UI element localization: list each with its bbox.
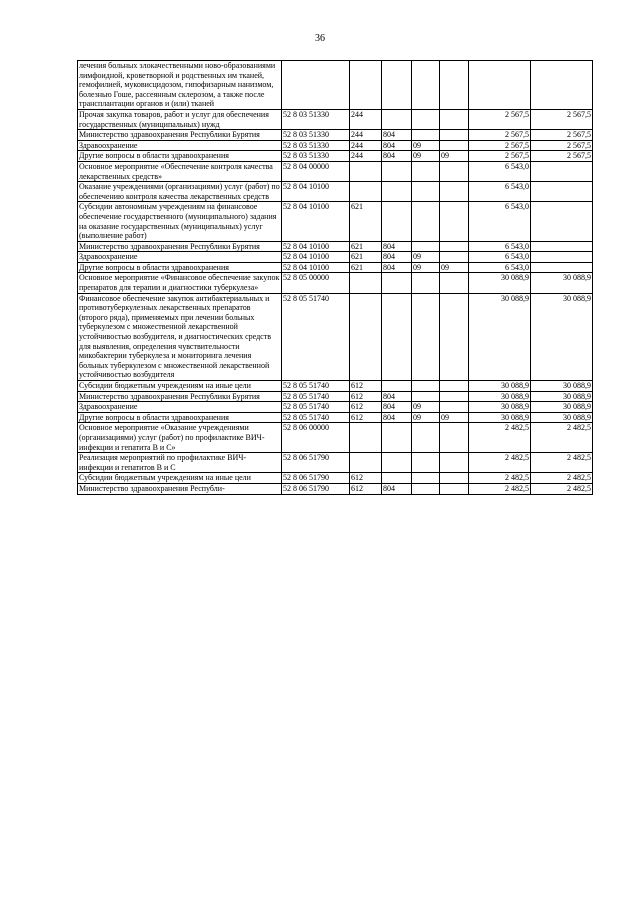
subsection-cell [440,252,469,263]
target-article-cell: 52 8 06 51790 [282,453,350,473]
target-article-cell: 52 8 03 51330 [282,151,350,162]
admin-code-cell: 804 [382,130,412,141]
subsection-cell [440,391,469,402]
row-name-cell: Министерство здравоохранения Республи- [78,483,282,494]
subsection-cell [440,182,469,202]
target-article-cell: 52 8 03 51330 [282,130,350,141]
table-row [78,182,593,202]
table-row [78,140,593,151]
expense-type-cell [350,273,382,293]
section-cell [412,273,440,293]
expense-type-cell: 612 [350,473,382,484]
subsection-cell [440,402,469,413]
amount-year1-cell: 2 567,5 [469,151,531,162]
table-row [78,61,593,110]
row-name-cell: Другие вопросы в области здравоохранения [78,262,282,273]
amount-year1-cell: 30 088,9 [469,412,531,423]
table-row [78,412,593,423]
target-article-cell: 52 8 05 51740 [282,412,350,423]
admin-code-cell [382,109,412,129]
row-name-cell: Министерство здравоохранения Республики Бурятия [78,241,282,252]
table-row [78,483,593,494]
admin-code-cell: 804 [382,483,412,494]
row-name-cell: Прочая закупка товаров, работ и услуг для обеспечения государственных (муниципальных) нужд [78,109,282,129]
section-cell [412,453,440,473]
table-row [78,161,593,181]
admin-code-cell [382,293,412,380]
section-cell [412,381,440,392]
table-row [78,151,593,162]
admin-code-cell [382,453,412,473]
table-row [78,381,593,392]
table-row [78,241,593,252]
expense-type-cell: 244 [350,130,382,141]
amount-year2-cell [531,182,593,202]
amount-year2-cell: 2 567,5 [531,140,593,151]
amount-year1-cell: 30 088,9 [469,293,531,380]
amount-year2-cell: 30 088,9 [531,402,593,413]
row-name-cell: Министерство здравоохранения Республики Бурятия [78,130,282,141]
expense-type-cell: 621 [350,252,382,263]
row-name-cell: Основное мероприятие «Финансовое обеспечение закупок препаратов для терапии и диагностики туберкулеза» [78,273,282,293]
amount-year1-cell: 30 088,9 [469,381,531,392]
admin-code-cell: 804 [382,412,412,423]
expense-type-cell [350,423,382,453]
row-name-cell: Другие вопросы в области здравоохранения [78,412,282,423]
subsection-cell [440,161,469,181]
row-name-cell: Министерство здравоохранения Республики Бурятия [78,391,282,402]
section-cell: 09 [412,151,440,162]
subsection-cell [440,109,469,129]
admin-code-cell [382,61,412,110]
subsection-cell [440,483,469,494]
expense-type-cell: 621 [350,262,382,273]
amount-year2-cell: 2 482,5 [531,483,593,494]
expense-type-cell [350,161,382,181]
amount-year2-cell [531,252,593,263]
subsection-cell [440,241,469,252]
row-name-cell: Субсидии автономным учреждениям на финансовое обеспечение государственного (муниципального) задания на оказание государственных (муниципальных) услуг (выполнение работ) [78,202,282,241]
expense-type-cell: 612 [350,483,382,494]
section-cell: 09 [412,252,440,263]
admin-code-cell [382,423,412,453]
target-article-cell: 52 8 03 51330 [282,109,350,129]
row-name-cell: Здравоохранение [78,402,282,413]
admin-code-cell: 804 [382,252,412,263]
expense-type-cell: 244 [350,151,382,162]
amount-year2-cell [531,202,593,241]
target-article-cell: 52 8 05 51740 [282,402,350,413]
admin-code-cell: 804 [382,262,412,273]
table-row [78,202,593,241]
amount-year1-cell: 30 088,9 [469,391,531,402]
expense-type-cell: 612 [350,391,382,402]
amount-year1-cell [469,61,531,110]
section-cell [412,423,440,453]
amount-year2-cell [531,241,593,252]
amount-year2-cell: 2 482,5 [531,423,593,453]
amount-year2-cell: 2 567,5 [531,130,593,141]
amount-year2-cell: 2 567,5 [531,151,593,162]
section-cell [412,182,440,202]
admin-code-cell [382,182,412,202]
subsection-cell: 09 [440,262,469,273]
target-article-cell: 52 8 05 51740 [282,293,350,380]
target-article-cell: 52 8 06 51790 [282,473,350,484]
subsection-cell [440,202,469,241]
target-article-cell: 52 8 06 51790 [282,483,350,494]
expense-type-cell: 612 [350,402,382,413]
table-row [78,130,593,141]
subsection-cell [440,423,469,453]
amount-year1-cell: 2 482,5 [469,453,531,473]
section-cell [412,241,440,252]
row-name-cell: Здравоохранение [78,252,282,263]
subsection-cell: 09 [440,151,469,162]
amount-year1-cell: 30 088,9 [469,402,531,413]
table-row [78,262,593,273]
expense-type-cell: 621 [350,202,382,241]
section-cell: 09 [412,140,440,151]
section-cell [412,391,440,402]
expense-type-cell [350,453,382,473]
row-name-cell: Другие вопросы в области здравоохранения [78,151,282,162]
target-article-cell: 52 8 04 10100 [282,262,350,273]
amount-year1-cell: 2 567,5 [469,140,531,151]
target-article-cell: 52 8 03 51330 [282,140,350,151]
expense-type-cell [350,182,382,202]
section-cell [412,202,440,241]
row-name-cell: Субсидии бюджетным учреждениям на иные цели [78,473,282,484]
subsection-cell [440,453,469,473]
subsection-cell [440,130,469,141]
section-cell [412,473,440,484]
subsection-cell: 09 [440,412,469,423]
row-name-cell: Основное мероприятие «Оказание учреждениями (организациями) услуг (работ) по профилактике ВИЧ-инфекции и гепатита В и С» [78,423,282,453]
amount-year2-cell: 2 482,5 [531,453,593,473]
admin-code-cell: 804 [382,241,412,252]
amount-year1-cell: 6 543,0 [469,202,531,241]
amount-year2-cell: 30 088,9 [531,293,593,380]
admin-code-cell [382,381,412,392]
subsection-cell [440,381,469,392]
row-name-cell: Финансовое обеспечение закупок антибактериальных и противотуберкулезных лекарственных препаратов (второго ряда), применяемых при лечении больных туберкулезом с множественной лекарственной устойчивостью возбудителя, и диагностических средств для выявления, определения чувствительности микобактерии туберкулеза и мониторинга лечения больных туберкулезом с множественной лекарственной устойчивостью возбудителя [78,293,282,380]
expense-type-cell [350,61,382,110]
table-row [78,273,593,293]
table-row [78,293,593,380]
admin-code-cell [382,161,412,181]
amount-year2-cell [531,262,593,273]
target-article-cell [282,61,350,110]
expense-type-cell [350,293,382,380]
section-cell: 09 [412,402,440,413]
amount-year2-cell: 30 088,9 [531,391,593,402]
subsection-cell [440,140,469,151]
table-row [78,423,593,453]
target-article-cell: 52 8 04 10100 [282,202,350,241]
table-row [78,252,593,263]
table-row [78,391,593,402]
amount-year1-cell: 6 543,0 [469,161,531,181]
amount-year2-cell: 30 088,9 [531,412,593,423]
table-row [78,109,593,129]
admin-code-cell: 804 [382,140,412,151]
row-name-cell: Субсидии бюджетным учреждениям на иные цели [78,381,282,392]
target-article-cell: 52 8 06 00000 [282,423,350,453]
subsection-cell [440,293,469,380]
expense-type-cell: 244 [350,140,382,151]
section-cell [412,161,440,181]
amount-year2-cell [531,161,593,181]
target-article-cell: 52 8 04 10100 [282,241,350,252]
section-cell: 09 [412,262,440,273]
row-name-cell: лечения больных злокачественными ново-образованиями лимфоидной, кроветворной и родственных им тканей, гемофилией, муковисцидозом, гипофизарным нанизмом, болезнью Гоше, рассеянным склерозом, а также после трансплантации органов и (или) тканей [78,61,282,110]
section-cell [412,130,440,141]
section-cell [412,61,440,110]
amount-year2-cell: 30 088,9 [531,381,593,392]
amount-year1-cell: 2 482,5 [469,423,531,453]
row-name-cell: Оказание учреждениями (организациями) услуг (работ) по обеспечению контроля качества лекарственных средств [79,182,280,201]
subsection-cell [440,61,469,110]
section-cell [412,483,440,494]
admin-code-cell: 804 [382,391,412,402]
budget-table [77,60,593,495]
amount-year1-cell: 6 543,0 [469,182,531,202]
amount-year1-cell: 2 482,5 [469,473,531,484]
table-body [78,61,593,495]
target-article-cell: 52 8 05 00000 [282,273,350,293]
target-article-cell: 52 8 04 00000 [282,161,350,181]
row-name-cell: Реализация мероприятий по профилактике ВИЧ-инфекции и гепатитов В и С [78,453,282,473]
admin-code-cell: 804 [382,151,412,162]
admin-code-cell [382,202,412,241]
amount-year2-cell [531,61,593,110]
amount-year2-cell: 2 482,5 [531,473,593,484]
row-name-cell: Здравоохранение [78,140,282,151]
target-article-cell: 52 8 05 51740 [282,391,350,402]
table-row [78,473,593,484]
amount-year1-cell: 6 543,0 [469,241,531,252]
page-number: 36 [315,33,325,44]
expense-type-cell: 612 [350,381,382,392]
expense-type-cell: 612 [350,412,382,423]
admin-code-cell: 804 [382,402,412,413]
amount-year1-cell: 6 543,0 [469,262,531,273]
table-row [78,453,593,473]
amount-year1-cell: 2 482,5 [469,483,531,494]
row-name-cell: Основное мероприятие «Обеспечение контроля качества лекарственных средств» [78,161,282,181]
section-cell: 09 [412,412,440,423]
amount-year1-cell: 6 543,0 [469,252,531,263]
expense-type-cell: 621 [350,241,382,252]
target-article-cell: 52 8 05 51740 [282,381,350,392]
amount-year2-cell: 30 088,9 [531,273,593,293]
expense-type-cell: 244 [350,109,382,129]
amount-year2-cell: 2 567,5 [531,109,593,129]
section-cell [412,293,440,380]
table-row [78,402,593,413]
subsection-cell [440,473,469,484]
amount-year1-cell: 30 088,9 [469,273,531,293]
admin-code-cell [382,473,412,484]
target-article-cell: 52 8 04 10100 [282,252,350,263]
subsection-cell [440,273,469,293]
target-article-cell: 52 8 04 10100 [282,182,350,202]
amount-year1-cell: 2 567,5 [469,130,531,141]
section-cell [412,109,440,129]
admin-code-cell [382,273,412,293]
amount-year1-cell: 2 567,5 [469,109,531,129]
